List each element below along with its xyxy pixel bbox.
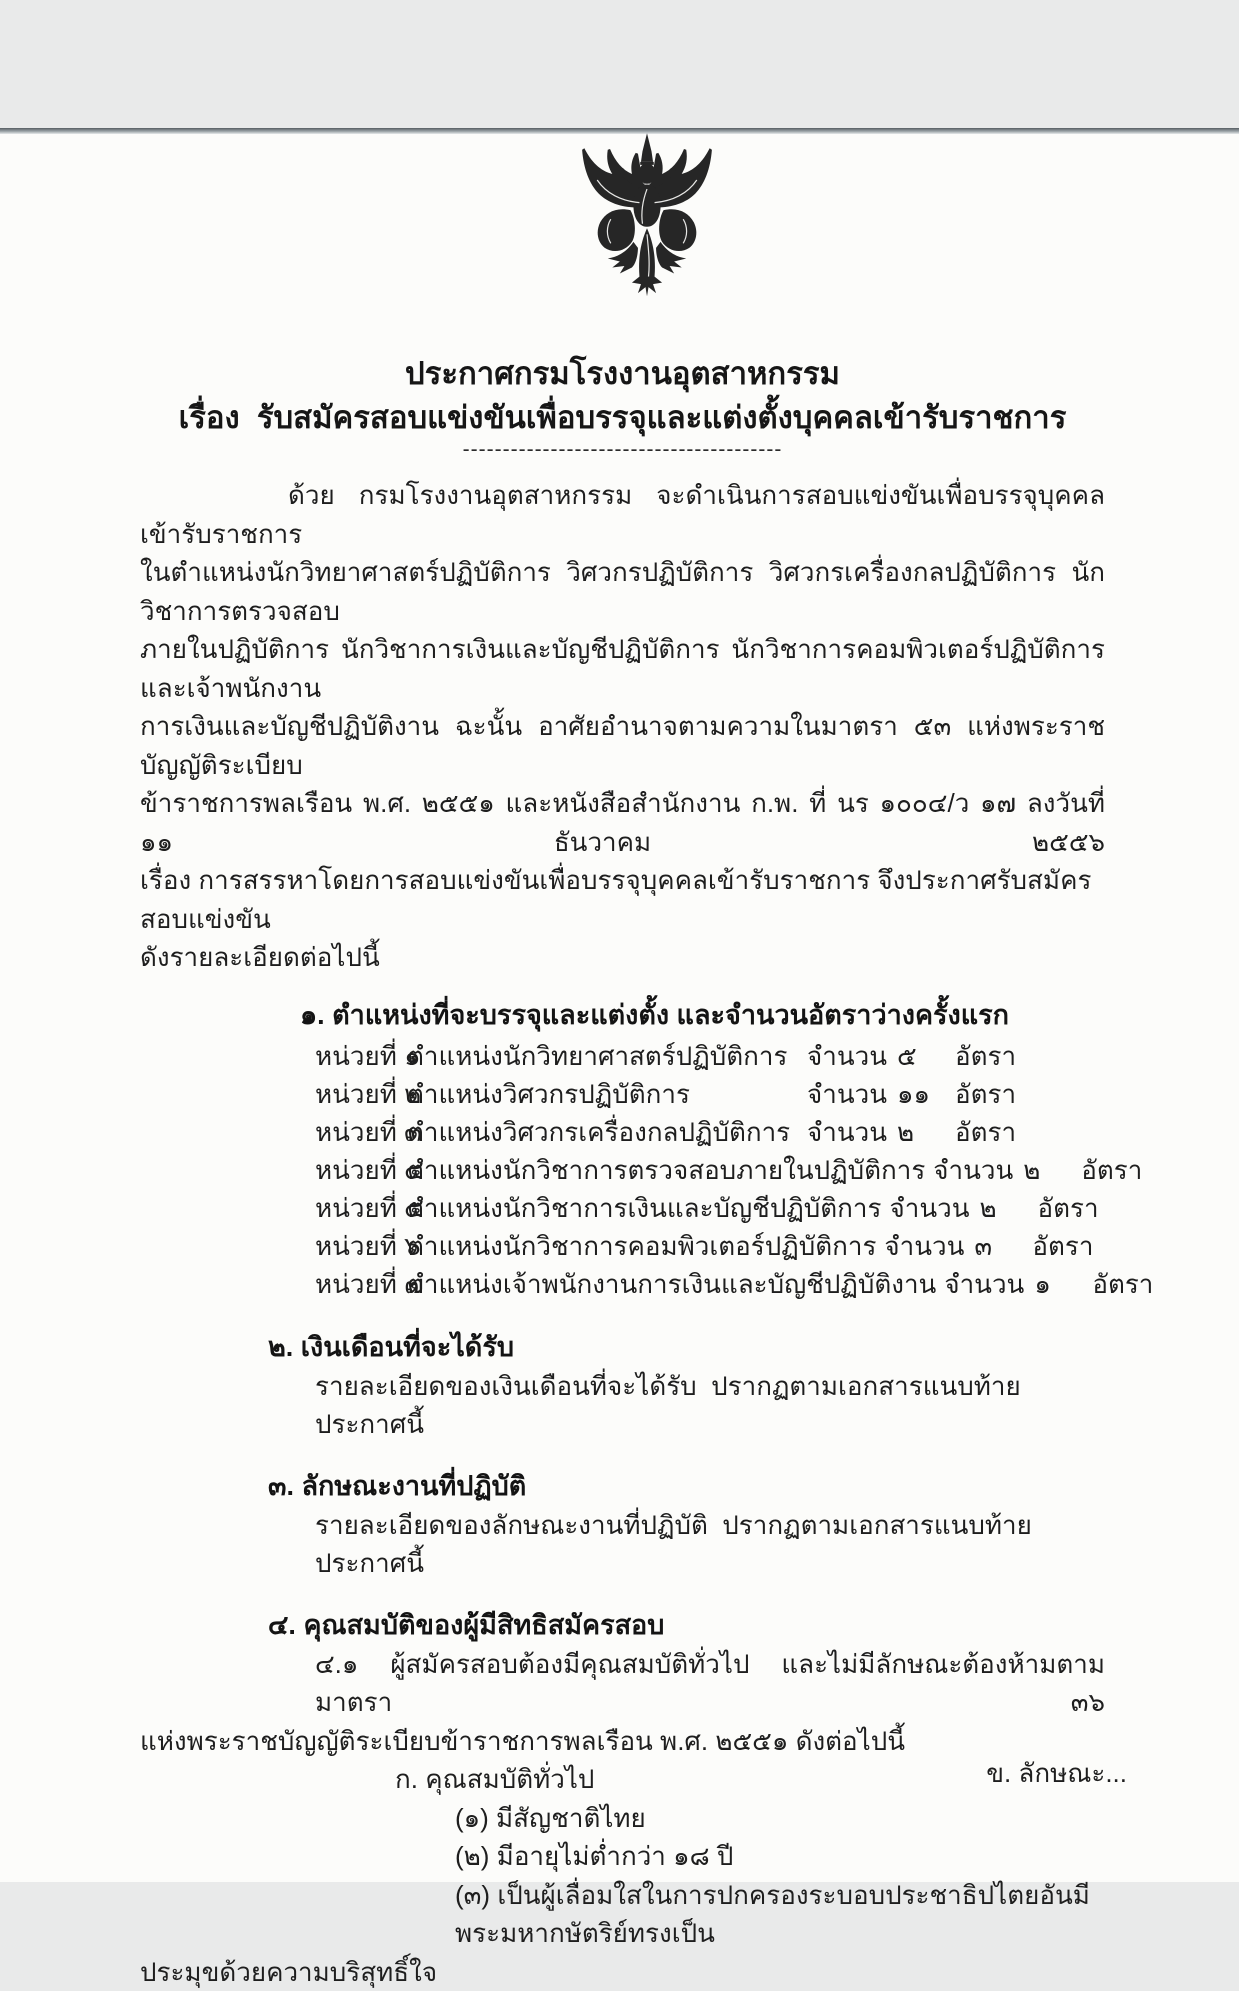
section-4-heading: ๔. คุณสมบัติของผู้มีสิทธิสมัครสอบ (268, 1605, 1105, 1645)
section-qualifications (140, 1605, 1105, 1991)
section-salary (140, 1327, 1105, 1444)
position-name: ตำแหน่งเจ้าพนักงานการเงินและบัญชีปฏิบัติงาน (407, 1265, 944, 1303)
position-name: ตำแหน่งวิศวกรเครื่องกลปฏิบัติการ (407, 1113, 807, 1151)
unit-number-label: หน่วยที่ ๑ (315, 1037, 407, 1075)
paragraph-line: ในตำแหน่งนักวิทยาศาสตร์ปฏิบัติการ วิศวกรปฏิบัติการ วิศวกรเครื่องกลปฏิบัติการ นักวิชาการตรวจสอบ (140, 553, 1105, 630)
vacancy-count: ๑ (1034, 1265, 1092, 1303)
position-name: ตำแหน่งวิศวกรปฏิบัติการ (407, 1075, 807, 1113)
count-unit-suffix: อัตรา (955, 1037, 1016, 1075)
paragraph-line: เรื่อง การสรรหาโดยการสอบแข่งขันเพื่อบรรจุบุคคลเข้ารับราชการ จึงประกาศรับสมัครสอบแข่งขัน (140, 861, 1105, 938)
count-unit-suffix: อัตรา (1038, 1189, 1099, 1227)
vacancy-count: ๑๑ (897, 1075, 955, 1113)
position-row (315, 1075, 1105, 1113)
quantity-label: จำนวน (890, 1189, 980, 1227)
qualification-line: (๑) มีสัญชาติไทย (455, 1799, 1105, 1838)
count-unit-suffix: อัตรา (1081, 1151, 1142, 1189)
position-name: ตำแหน่งนักวิทยาศาสตร์ปฏิบัติการ (407, 1037, 807, 1075)
section-2-body: รายละเอียดของเงินเดือนที่จะได้รับ ปรากฏตามเอกสารแนบท้ายประกาศนี้ (315, 1367, 1105, 1444)
quantity-label: จำนวน (944, 1265, 1034, 1303)
vacancy-count: ๒ (1023, 1151, 1081, 1189)
unit-number-label: หน่วยที่ ๕ (315, 1189, 407, 1227)
position-name: ตำแหน่งนักวิชาการตรวจสอบภายในปฏิบัติการ (407, 1151, 933, 1189)
unit-number-label: หน่วยที่ ๗ (315, 1265, 407, 1303)
count-unit-suffix: อัตรา (955, 1075, 1016, 1113)
qualification-line: ๔.๑ ผู้สมัครสอบต้องมีคุณสมบัติทั่วไป และไม่มีลักษณะต้องห้ามตามมาตรา ๓๖ (315, 1645, 1105, 1722)
document-content (0, 128, 1239, 1991)
positions-table (315, 1037, 1105, 1303)
unit-number-label: หน่วยที่ ๔ (315, 1151, 407, 1189)
qualification-line: ก. คุณสมบัติทั่วไป (395, 1760, 1105, 1799)
count-unit-suffix: อัตรา (1092, 1265, 1153, 1303)
qualification-line: (๓) เป็นผู้เลื่อมใสในการปกครองระบอบประชาธิปไตยอันมีพระมหากษัตริย์ทรงเป็น (455, 1876, 1105, 1953)
paragraph-line: การเงินและบัญชีปฏิบัติงาน ฉะนั้น อาศัยอำนาจตามความในมาตรา ๕๓ แห่งพระราชบัญญัติระเบียบ (140, 707, 1105, 784)
paragraph-line: ภายในปฏิบัติการ นักวิชาการเงินและบัญชีปฏิบัติการ นักวิชาการคอมพิวเตอร์ปฏิบัติการ และเจ้าพนักงาน (140, 630, 1105, 707)
page-title: ประกาศกรมโรงงานอุตสาหกรรม (140, 352, 1105, 396)
section-3-heading: ๓. ลักษณะงานที่ปฏิบัติ (268, 1466, 1105, 1506)
quantity-label: จำนวน (807, 1113, 897, 1151)
unit-number-label: หน่วยที่ ๖ (315, 1227, 407, 1265)
qualification-line: ประมุขด้วยความบริสุทธิ์ใจ (140, 1953, 1105, 1991)
garuda-emblem-icon (564, 128, 730, 318)
qualification-line: (๒) มีอายุไม่ต่ำกว่า ๑๘ ปี (455, 1837, 1105, 1876)
position-row (315, 1151, 1105, 1189)
quantity-label: จำนวน (933, 1151, 1023, 1189)
paragraph-line: ด้วย กรมโรงงานอุตสาหกรรม จะดำเนินการสอบแข่งขันเพื่อบรรจุบุคคลเข้ารับราชการ (140, 476, 1105, 553)
page-continuation-note: ข. ลักษณะ... (986, 1756, 1127, 1790)
section-positions (140, 995, 1105, 1303)
announcement-subject: เรื่อง รับสมัครสอบแข่งขันเพื่อบรรจุและแต่งตั้งบุคคลเข้ารับราชการ (140, 396, 1105, 440)
unit-number-label: หน่วยที่ ๓ (315, 1113, 407, 1151)
section-2-heading: ๒. เงินเดือนที่จะได้รับ (268, 1327, 1105, 1367)
position-row (315, 1113, 1105, 1151)
quantity-label: จำนวน (884, 1227, 974, 1265)
dashed-divider: ---------------------------------------- (140, 440, 1105, 460)
paragraph-line: ดังรายละเอียดต่อไปนี้ (140, 938, 1105, 977)
quantity-label: จำนวน (807, 1037, 897, 1075)
vacancy-count: ๓ (974, 1227, 1032, 1265)
position-row (315, 1037, 1105, 1075)
position-row (315, 1189, 1105, 1227)
paragraph-line: ข้าราชการพลเรือน พ.ศ. ๒๕๕๑ และหนังสือสำนักงาน ก.พ. ที่ นร ๑๐๐๔/ว ๑๗ ลงวันที่ ๑๑ ธันวาคม ๒๕๕๖ (140, 784, 1105, 861)
position-row (315, 1227, 1105, 1265)
position-name: ตำแหน่งนักวิชาการคอมพิวเตอร์ปฏิบัติการ (407, 1227, 884, 1265)
intro-paragraph (140, 476, 1105, 977)
position-row (315, 1265, 1105, 1303)
position-name: ตำแหน่งนักวิชาการเงินและบัญชีปฏิบัติการ (407, 1189, 890, 1227)
document-page (0, 128, 1239, 1882)
vacancy-count: ๕ (897, 1037, 955, 1075)
count-unit-suffix: อัตรา (955, 1113, 1016, 1151)
vacancy-count: ๒ (897, 1113, 955, 1151)
quantity-label: จำนวน (807, 1075, 897, 1113)
section-3-body: รายละเอียดของลักษณะงานที่ปฏิบัติ ปรากฏตามเอกสารแนบท้ายประกาศนี้ (315, 1506, 1105, 1583)
qualification-line: แห่งพระราชบัญญัติระเบียบข้าราชการพลเรือน พ.ศ. ๒๕๕๑ ดังต่อไปนี้ (140, 1722, 1105, 1761)
qualification-lines (140, 1645, 1105, 1991)
count-unit-suffix: อัตรา (1032, 1227, 1093, 1265)
vacancy-count: ๒ (980, 1189, 1038, 1227)
section-duties (140, 1466, 1105, 1583)
section-1-heading: ๑. ตำแหน่งที่จะบรรจุและแต่งตั้ง และจำนวนอัตราว่างครั้งแรก (300, 995, 1105, 1035)
unit-number-label: หน่วยที่ ๒ (315, 1075, 407, 1113)
